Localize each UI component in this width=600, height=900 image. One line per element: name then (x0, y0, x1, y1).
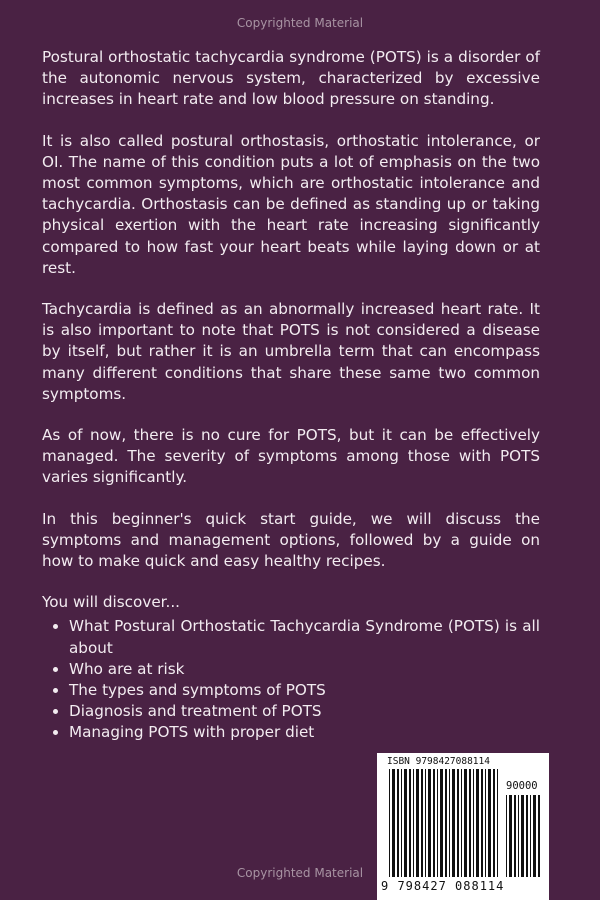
barcode-bar (416, 769, 419, 877)
list-item: • Diagnosis and treatment of POTS (69, 701, 540, 722)
barcode-bar (481, 769, 483, 877)
barcode-bar (469, 769, 471, 877)
barcode-bar (409, 769, 411, 877)
barcode-bar (445, 769, 447, 877)
isbn-digits: 9 798427 088114 (381, 879, 505, 893)
barcode-bar (521, 795, 524, 877)
barcode-bar (421, 769, 423, 877)
barcode-bar (413, 769, 414, 877)
barcode-bar (440, 769, 443, 877)
barcode-bar (526, 795, 528, 877)
barcode-bar (538, 795, 540, 877)
barcode-bar (485, 769, 486, 877)
barcode-bar (437, 769, 438, 877)
watermark-top: Copyrighted Material (236, 16, 364, 30)
list-item: • What Postural Orthostatic Tachycardia Syndrome (POTS) is all about (69, 616, 540, 658)
barcode-bar (401, 769, 402, 877)
barcode-bar (476, 769, 479, 877)
barcode-bar (493, 769, 495, 877)
paragraph-2: It is also called postural orthostasis, orthostatic intolerance, or OI. The name of this condition puts a lot of emphasis on the two most common symptoms, which are orthostatic intolerance and tachycardia. Orthostasis can be defined as standing up or taking physical exertion with the heart rate increasing significantly compared to how fast your heart beats while laying down or at rest. (42, 131, 540, 277)
barcode-bar (389, 769, 390, 877)
barcode-bar (464, 769, 467, 877)
paragraph-4: As of now, there is no cure for POTS, but it can be effectively managed. The severity of symptoms among those with POTS varies significantly. (42, 426, 540, 487)
watermark-bottom: Copyrighted Material (236, 866, 364, 880)
barcode-bar (457, 769, 459, 877)
barcode-bar (404, 769, 407, 877)
barcode-bar (473, 769, 474, 877)
barcode-bar (452, 769, 455, 877)
price-code: 90000 (506, 780, 538, 792)
barcode-bar (397, 769, 399, 877)
barcode-bar (497, 769, 498, 877)
paragraph-3: Tachycardia is defined as an abnormally increased heart rate. It is also important to note that POTS is not considered a disease by itself, but rather it is an umbrella term that can encompass many different conditions that share these same two common symptoms. (42, 300, 540, 403)
barcode-bar (488, 769, 491, 877)
list-item: • The types and symptoms of POTS (69, 680, 540, 701)
barcode-bar (392, 769, 395, 877)
barcode-bar (514, 795, 516, 877)
back-cover-text (42, 47, 540, 744)
isbn-label: ISBN 9798427088114 (387, 756, 490, 767)
bullet-list (42, 616, 540, 743)
paragraph-1: Postural orthostatic tachycardia syndrome (POTS) is a disorder of the autonomic nervous system, characterized by excessive increases in heart rate and low blood pressure on standing. (42, 48, 540, 109)
barcode-bar (506, 795, 507, 877)
barcode-bar (425, 769, 426, 877)
list-item: • Managing POTS with proper diet (69, 722, 540, 743)
barcode-bar (518, 795, 519, 877)
barcode-bar (433, 769, 435, 877)
barcode-bar (533, 795, 536, 877)
barcode-bar (428, 769, 431, 877)
barcode-bar (449, 769, 450, 877)
barcode-bar (509, 795, 512, 877)
barcode-bar (530, 795, 531, 877)
paragraph-5: In this beginner's quick start guide, we will discuss the symptoms and management options, followed by a guide on how to make quick and easy healthy recipes. (42, 509, 540, 571)
list-item: • Who are at risk (69, 659, 540, 680)
barcode-bar (461, 769, 462, 877)
list-intro: You will discover... (42, 593, 180, 612)
